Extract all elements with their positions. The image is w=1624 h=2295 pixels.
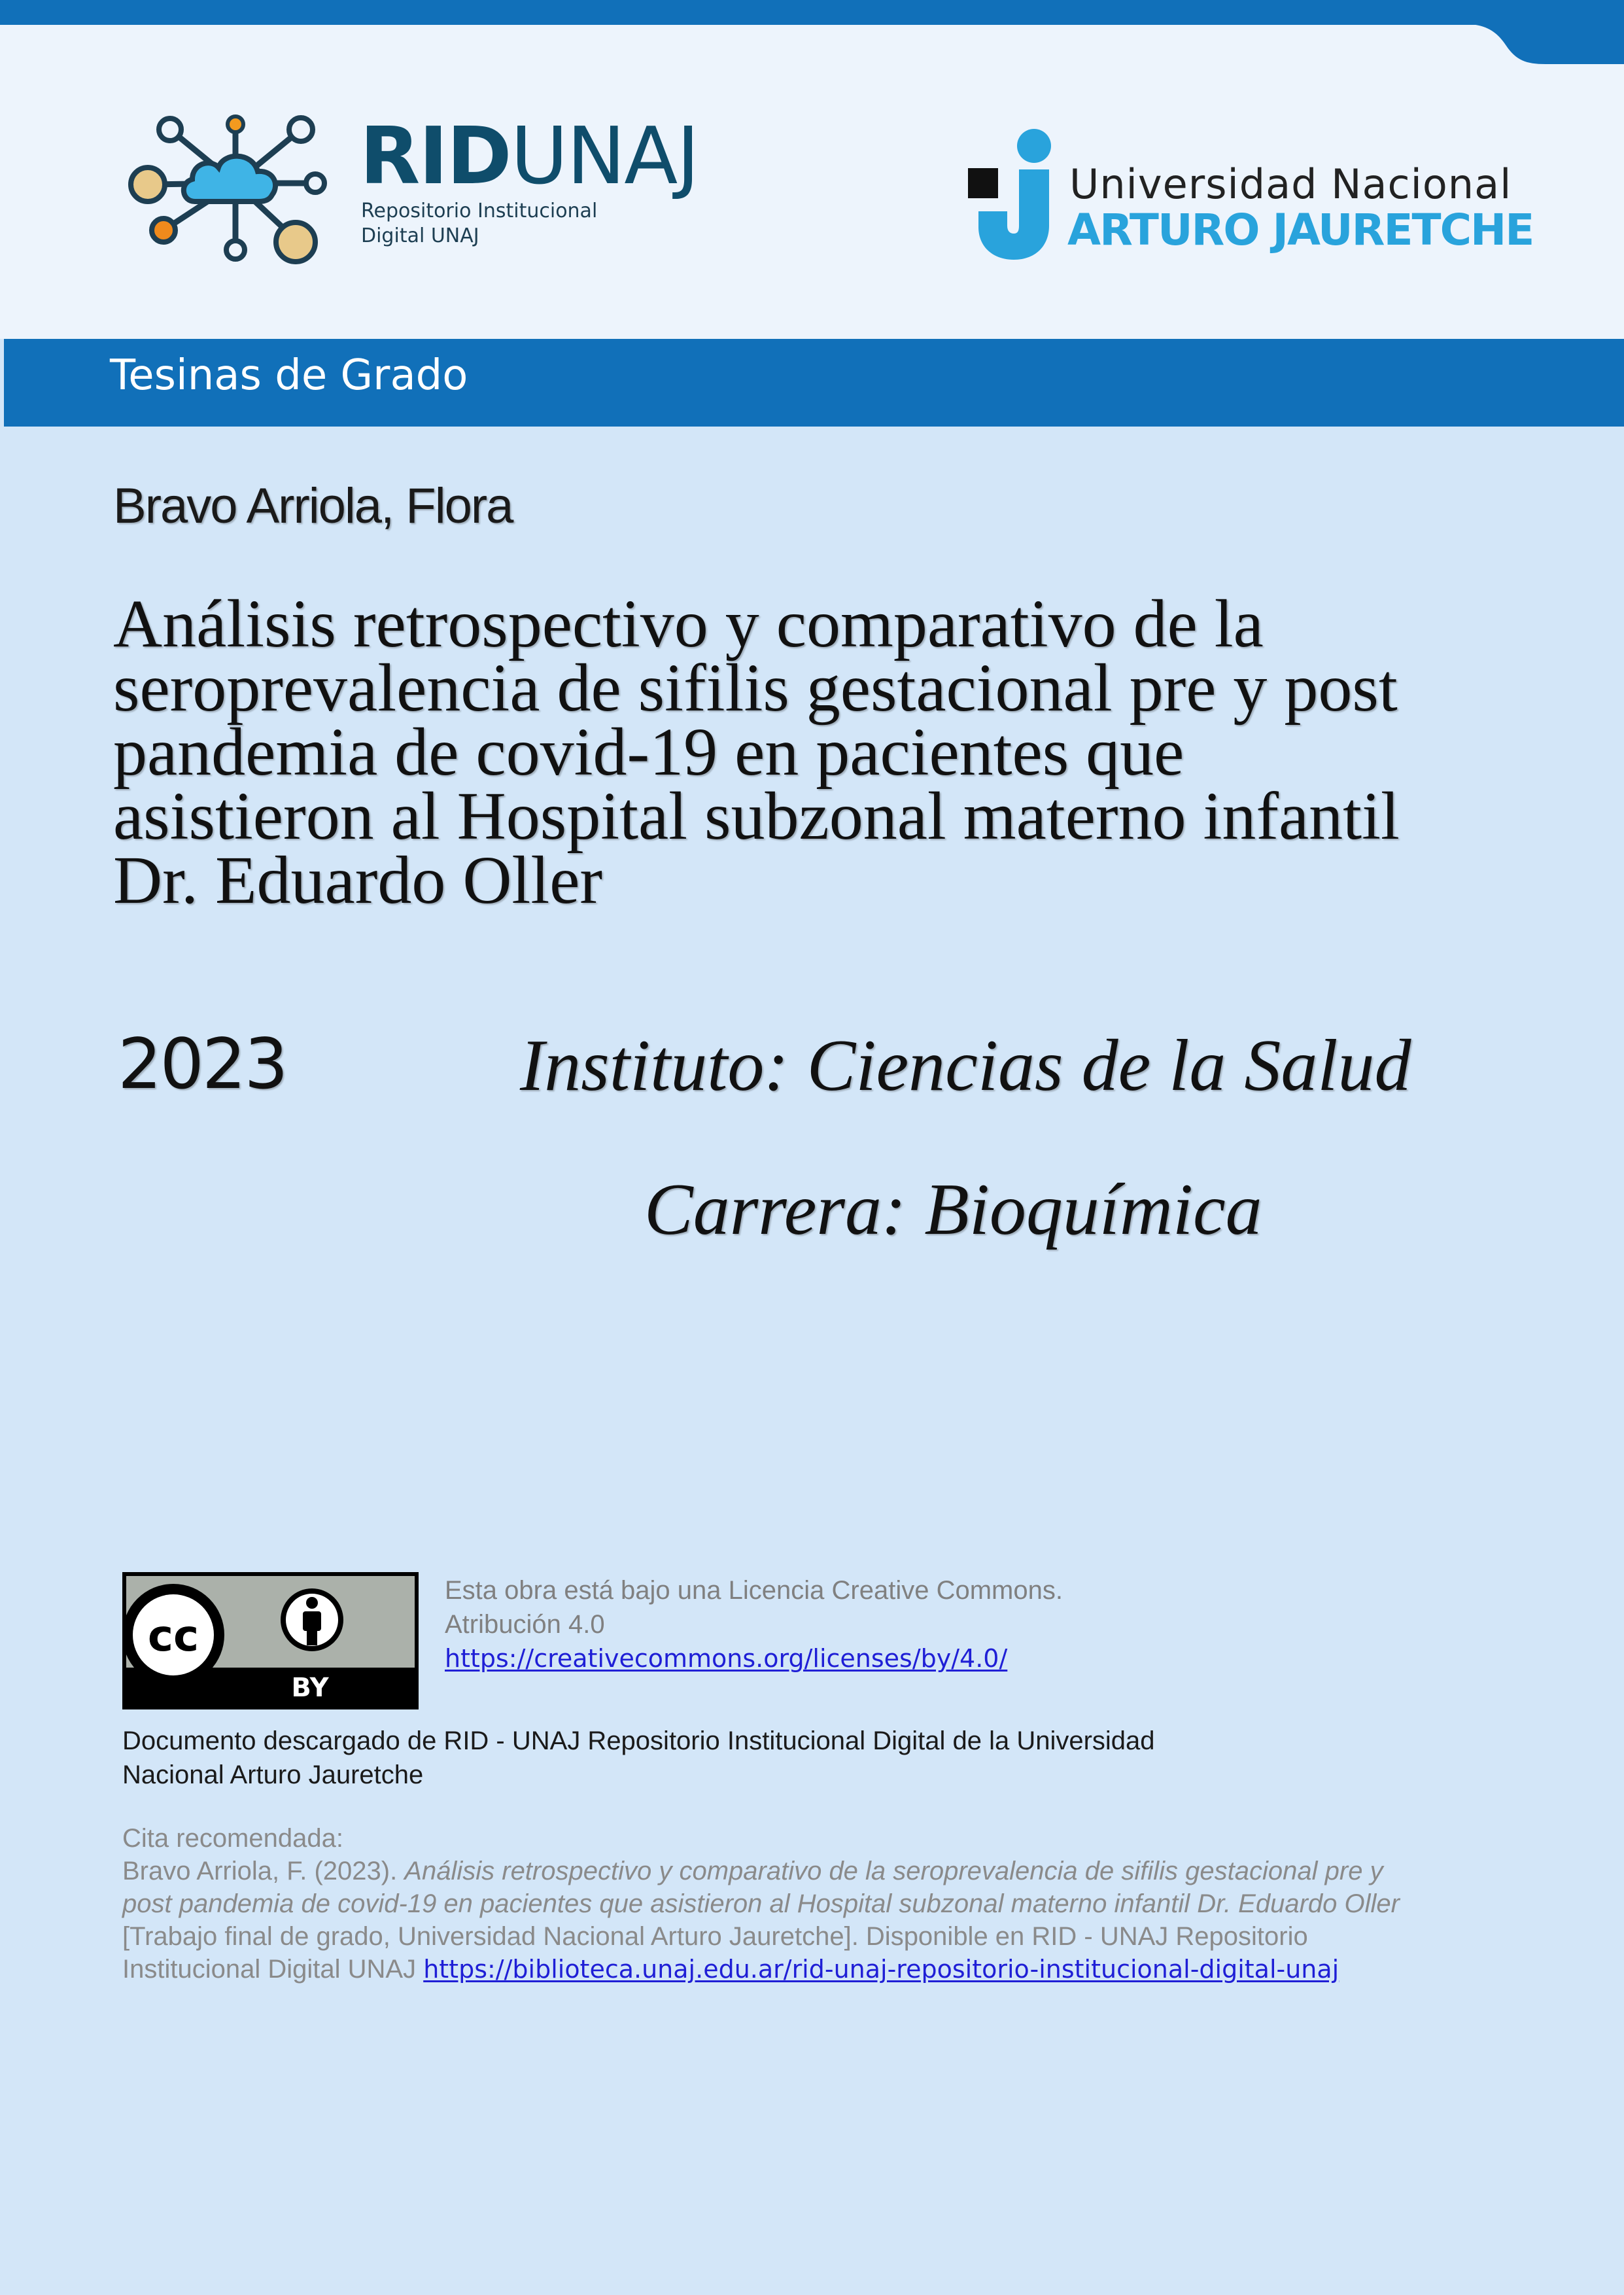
citation-heading: Cita recomendada:: [122, 1824, 343, 1853]
citation-suffix-line2: Institucional Digital UNAJ: [122, 1955, 424, 1984]
rid-unaj-subtitle: [361, 199, 597, 249]
author-name: Bravo Arriola, Flora: [113, 478, 513, 534]
rid-unaj-wordmark: [360, 111, 699, 202]
cc-icon: [122, 1584, 224, 1686]
rid-subtitle-line1: Repositorio Institucional: [361, 200, 598, 222]
citation-prefix: Bravo Arriola, F. (2023).: [122, 1857, 405, 1885]
rid-wordmark-strong: RID: [360, 111, 511, 202]
title-line-3: pandemia de covid-19 en pacientes que: [113, 714, 1184, 790]
title-line-1: Análisis retrospectivo y comparativo de la: [113, 586, 1264, 661]
career-label: Carrera: Bioquímica: [644, 1169, 1262, 1250]
license-line2: Atribución 4.0: [445, 1610, 605, 1639]
rid-wordmark-light: UNAJ: [510, 111, 699, 202]
title-line-5: Dr. Eduardo Oller: [113, 843, 603, 918]
downloaded-line2: Nacional Arturo Jauretche: [122, 1761, 424, 1789]
unaj-logo: [968, 128, 1534, 265]
cc-icon-text: cc: [147, 1611, 199, 1661]
unaj-name-line1: Universidad Nacional: [1069, 160, 1512, 208]
document-title: [113, 586, 1585, 918]
citation-title-line2: post pandemia de covid-19 en pacientes que asistieron al Hospital subzonal materno infantil Dr. Eduardo Oller: [122, 1889, 1400, 1918]
rid-unaj-logo: [124, 111, 699, 275]
citation-suffix-line1: [Trabajo final de grado, Universidad Nacional Arturo Jauretche]. Disponible en RID - UNAJ Repositorio: [122, 1922, 1308, 1951]
section-label: Tesinas de Grado: [110, 351, 468, 400]
header: [0, 0, 1624, 339]
institute-label: Instituto: Ciencias de la Salud: [520, 1025, 1411, 1106]
license-link[interactable]: https://creativecommons.org/licenses/by/4.0/: [445, 1644, 1008, 1673]
license-text: [445, 1573, 1063, 1675]
cc-by-label: BY: [291, 1673, 329, 1703]
top-corner-swoosh: [1454, 0, 1624, 65]
citation-title-line1: Análisis retrospectivo y comparativo de la seroprevalencia de sifilis gestacional pre y: [404, 1857, 1383, 1885]
citation-line1: [122, 1855, 1529, 1887]
title-line-2: seroprevalencia de sifilis gestacional pre y post: [113, 650, 1398, 726]
unaj-name-line2: ARTURO JAURETCHE: [1067, 205, 1534, 255]
rid-subtitle-line2: Digital UNAJ: [361, 224, 479, 247]
recommended-citation: [122, 1822, 1529, 1986]
person-icon: [283, 1591, 341, 1649]
cc-by-badge: [122, 1572, 419, 1709]
publication-year: 2023: [118, 1024, 286, 1104]
unaj-j-icon: [968, 128, 1056, 262]
citation-link[interactable]: https://biblioteca.unaj.edu.ar/rid-unaj-repositorio-institucional-digital-unaj: [423, 1955, 1339, 1984]
downloaded-line1: Documento descargado de RID - UNAJ Repositorio Institucional Digital de la Universidad: [122, 1726, 1155, 1755]
citation-line4: [122, 1953, 1529, 1986]
cloud-network-icon: [124, 111, 334, 275]
downloaded-note: [122, 1724, 1365, 1792]
top-bar: [0, 0, 1624, 25]
license-line1: Esta obra está bajo una Licencia Creative Commons.: [445, 1576, 1063, 1605]
title-line-4: asistieron al Hospital subzonal materno infantil: [113, 779, 1400, 854]
